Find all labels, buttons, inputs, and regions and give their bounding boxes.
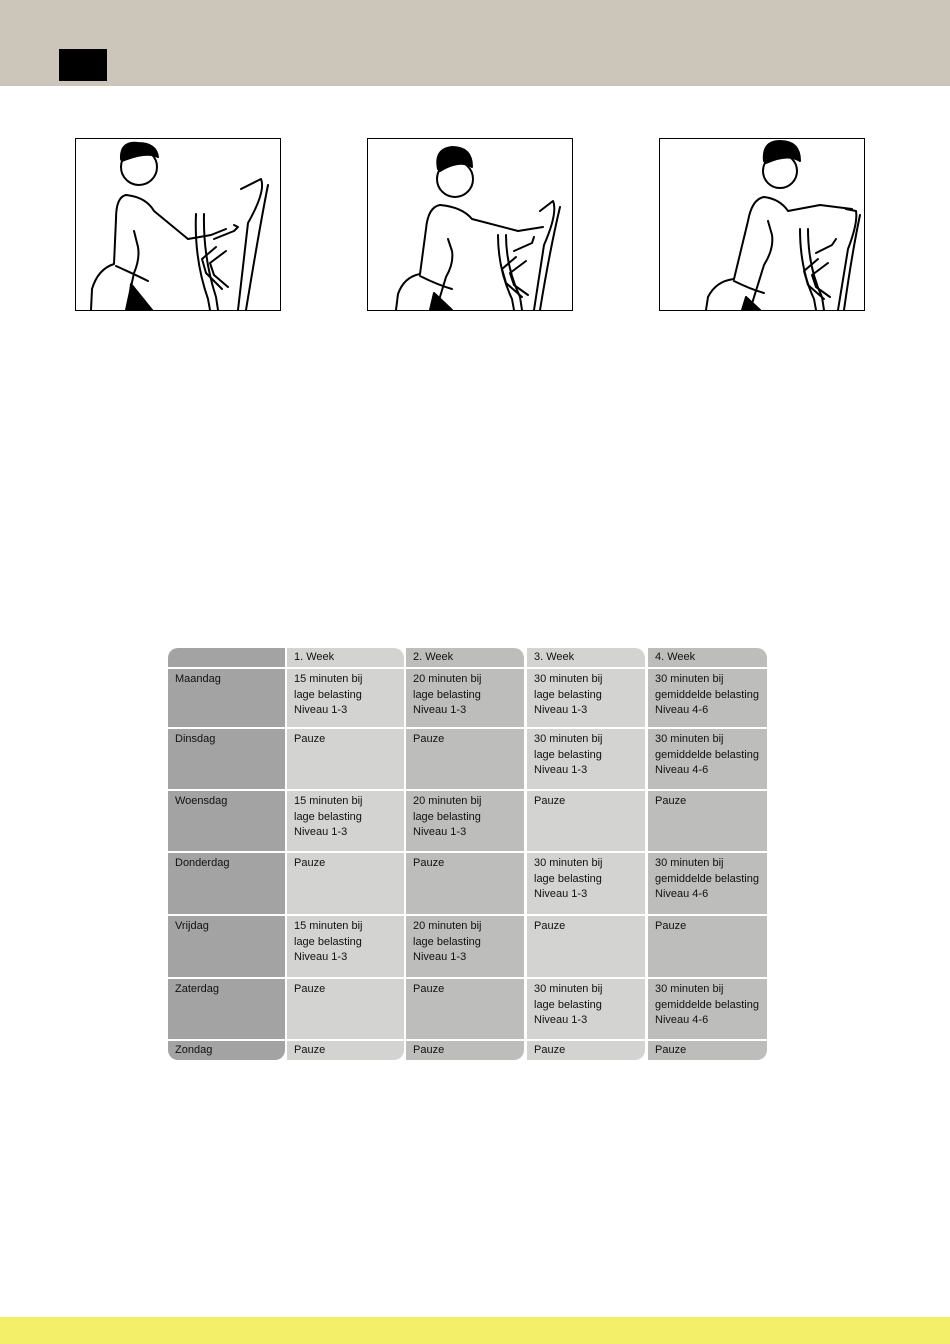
header-band bbox=[0, 0, 950, 86]
table-cell: Pauze bbox=[527, 1041, 645, 1060]
table-cell: 20 minuten bij lage belasting Niveau 1-3 bbox=[406, 669, 524, 727]
table-cell: 20 minuten bij lage belasting Niveau 1-3 bbox=[406, 791, 524, 851]
table-header-week-4: 4. Week bbox=[648, 648, 767, 667]
page-tab bbox=[59, 49, 107, 81]
table-day-label: Woensdag bbox=[168, 791, 285, 851]
table-header-corner bbox=[168, 648, 285, 667]
table-day-label: Zaterdag bbox=[168, 979, 285, 1039]
table-cell: 30 minuten bij gemiddelde belasting Niveau 4-6 bbox=[648, 729, 767, 789]
table-day-label: Maandag bbox=[168, 669, 285, 727]
table-cell: 30 minuten bij lage belasting Niveau 1-3 bbox=[527, 979, 645, 1039]
table-header-week-2: 2. Week bbox=[406, 648, 524, 667]
crosstrainer-low-grip-illustration bbox=[75, 138, 281, 311]
table-cell: Pauze bbox=[648, 791, 767, 851]
table-cell: Pauze bbox=[527, 916, 645, 977]
table-cell: 30 minuten bij gemiddelde belasting Niveau 4-6 bbox=[648, 979, 767, 1039]
table-cell: Pauze bbox=[287, 729, 404, 789]
crosstrainer-high-grip-illustration bbox=[659, 138, 865, 311]
footer-band bbox=[0, 1317, 950, 1344]
table-cell: Pauze bbox=[406, 1041, 524, 1060]
table-cell: 30 minuten bij lage belasting Niveau 1-3 bbox=[527, 669, 645, 727]
crosstrainer-mid-grip-illustration bbox=[367, 138, 573, 311]
table-day-label: Dinsdag bbox=[168, 729, 285, 789]
table-cell: Pauze bbox=[287, 979, 404, 1039]
table-cell: 30 minuten bij lage belasting Niveau 1-3 bbox=[527, 853, 645, 914]
table-cell: 20 minuten bij lage belasting Niveau 1-3 bbox=[406, 916, 524, 977]
table-cell: Pauze bbox=[406, 853, 524, 914]
table-cell: Pauze bbox=[406, 979, 524, 1039]
table-day-label: Zondag bbox=[168, 1041, 285, 1060]
table-cell: Pauze bbox=[648, 1041, 767, 1060]
table-cell: 30 minuten bij lage belasting Niveau 1-3 bbox=[527, 729, 645, 789]
table-cell: Pauze bbox=[287, 853, 404, 914]
table-cell: Pauze bbox=[287, 1041, 404, 1060]
table-header-week-1: 1. Week bbox=[287, 648, 404, 667]
table-cell: 15 minuten bij lage belasting Niveau 1-3 bbox=[287, 916, 404, 977]
table-cell: Pauze bbox=[527, 791, 645, 851]
table-cell: Pauze bbox=[406, 729, 524, 789]
table-cell: 15 minuten bij lage belasting Niveau 1-3 bbox=[287, 791, 404, 851]
table-day-label: Donderdag bbox=[168, 853, 285, 914]
table-cell: Pauze bbox=[648, 916, 767, 977]
table-cell: 30 minuten bij gemiddelde belasting Niveau 4-6 bbox=[648, 853, 767, 914]
table-cell: 15 minuten bij lage belasting Niveau 1-3 bbox=[287, 669, 404, 727]
table-day-label: Vrijdag bbox=[168, 916, 285, 977]
table-cell: 30 minuten bij gemiddelde belasting Niveau 4-6 bbox=[648, 669, 767, 727]
table-header-week-3: 3. Week bbox=[527, 648, 645, 667]
